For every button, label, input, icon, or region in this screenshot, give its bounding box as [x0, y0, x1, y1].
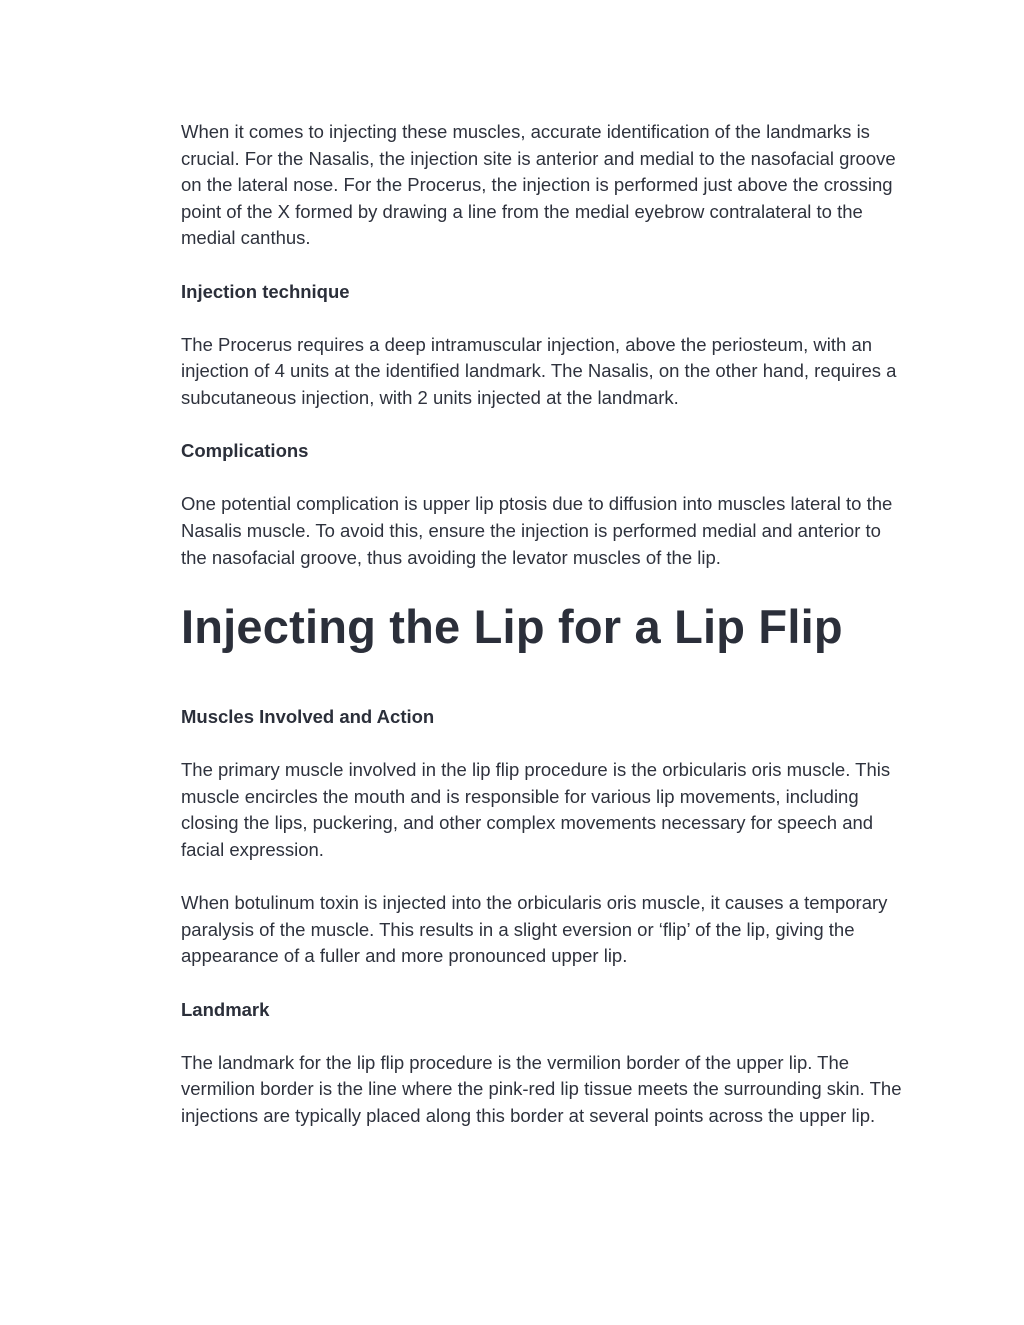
muscles-paragraph-2: When botulinum toxin is injected into the orbicularis oris muscle, it causes a temporary paralysis of the muscle. This results in a slight eversion or ‘flip’ of the lip, giving the appearance of a fuller and more pronounced upper lip.: [181, 892, 888, 967]
intro-paragraph: When it comes to injecting these muscles, accurate identification of the landmarks is crucial. For the Nasalis, the injection site is anterior and medial to the nasofacial groove on the lateral nose. For the Procerus, the injection is performed just above the crossing point of the X formed by drawing a line from the medial eyebrow contralateral to the medial canthus.: [181, 121, 896, 249]
complications-heading: Complications: [181, 440, 309, 462]
landmark-paragraph: The landmark for the lip flip procedure is the vermilion border of the upper lip. The vermilion border is the line where the pink-red lip tissue meets the surrounding skin. The injections are typically placed along this border at several points across the upper lip.: [181, 1051, 902, 1126]
muscles-paragraph-1: The primary muscle involved in the lip flip procedure is the orbicularis oris muscle. This muscle encircles the mouth and is responsible for various lip movements, including closing the lips, puckering, and other complex movements necessary for speech and facial expression.: [181, 759, 891, 861]
lip-flip-title: Injecting the Lip for a Lip Flip: [181, 600, 843, 654]
complications-paragraph: One potential complication is upper lip ptosis due to diffusion into muscles lateral to the Nasalis muscle. To avoid this, ensure the injection is performed medial and anterior to the nasofacial groove, thus avoiding the levator muscles of the lip.: [181, 493, 893, 568]
muscles-heading: Muscles Involved and Action: [181, 706, 435, 728]
landmark-heading: Landmark: [181, 998, 270, 1020]
injection-technique-paragraph: The Procerus requires a deep intramuscular injection, above the periosteum, with an injection of 4 units at the identified landmark. The Nasalis, on the other hand, requires a subcutaneous injection, with 2 units injected at the landmark.: [181, 333, 897, 408]
injection-technique-heading: Injection technique: [181, 280, 350, 302]
document-page: [181, 119, 911, 1130]
